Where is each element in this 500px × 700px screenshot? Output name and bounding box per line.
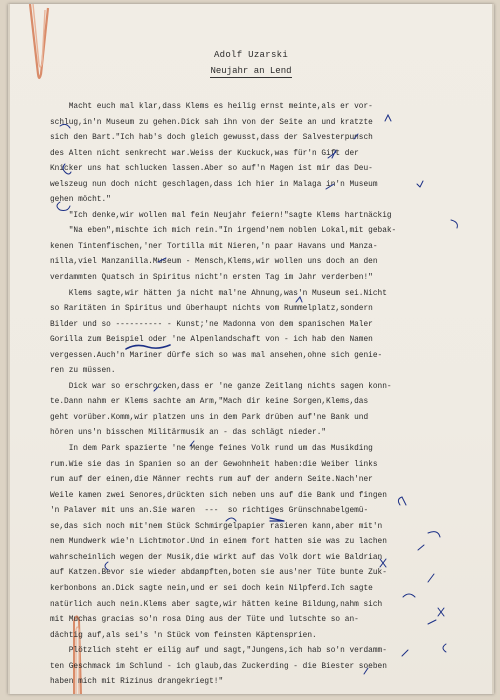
text-line: auf Katzen.Bevor sie wieder abdampften,boten sie aus'ner Tüte bunte Zuk- bbox=[50, 569, 387, 578]
text-line: rum.Wie sie das in Spanien so an der Gewohnheit haben:die Weiber links bbox=[50, 460, 378, 469]
text-line: geht vorüber.Komm,wir platzen uns in dem Park drüben auf'ne Bank und bbox=[50, 413, 369, 422]
text-line: te.Dann nahm er Klems sachte am Arm,"Mach dir keine Sorgen,Klems,das bbox=[50, 398, 369, 407]
text-line: 'n Palaver mit uns an.Sie waren --- so richtiges Grünschnabelgemü- bbox=[50, 507, 369, 516]
text-line: In dem Park spazierte 'ne Menge feines Volk rund um das Musikding bbox=[50, 445, 373, 454]
text-line: verdammten Quatsch in Spiritus nicht'n ersten Tag im Jahr verderben!" bbox=[50, 274, 373, 283]
text-line: Klems sagte,wir hätten ja nicht mal'ne Ahnung,was'n Museum sei.Nicht bbox=[50, 289, 387, 298]
author-name: Adolf Uzarski bbox=[213, 50, 289, 60]
story-title-text: Neujahr an Lend bbox=[210, 66, 292, 76]
text-line: natürlich auch nein.Klems aber sagte,wir hätten keine Bildung,nahm sich bbox=[50, 600, 383, 609]
text-line: welszeug nun doch nicht geschlagen,dass ich hier in Malaga in'n Museum bbox=[50, 180, 378, 189]
text-line: se,das sich noch mit'nem Stück Schmirgelpapier rasieren kann,aber mit'n bbox=[50, 522, 383, 531]
story-title bbox=[8, 66, 494, 76]
text-line: kenen Tintenfischen,'ner Tortilla mit Nieren,'n paar Havans und Manza- bbox=[50, 242, 378, 251]
text-line: kerbonbons an.Dick sagte nein,und er sei doch kein Nilpferd.Ich sagte bbox=[50, 584, 373, 593]
text-line: Plötzlich steht er eilig auf und sagt,"Jungens,ich hab so'n verdamm- bbox=[50, 647, 387, 656]
text-line: vergessen.Auch'n Mariner dürfe sich so was mal ansehen,ohne sich genie- bbox=[50, 351, 383, 360]
text-line: ren zu müssen. bbox=[50, 367, 116, 376]
text-line: Bilder und so ---------- - Kunst;'ne Madonna von dem spanischen Maler bbox=[50, 320, 373, 329]
text-line: gehen möcht." bbox=[50, 196, 111, 205]
text-line: schlug,in'n Museum zu gehen.Dick sah ihn von der Seite an und kratzte bbox=[50, 118, 373, 127]
text-line: sich den Bart."Ich hab's doch gleich gewusst,dass der Salvesterpunsch bbox=[50, 134, 373, 143]
text-line: hören uns'n bisschen Militärmusik an - das schlägt nieder." bbox=[50, 429, 327, 438]
text-line: haben mich mit Rizinus drangekriegt!" bbox=[50, 678, 224, 687]
text-line: des Alten nicht senkrecht war.Weiss der Kuckuck,was für'n Gift der bbox=[50, 149, 359, 158]
text-line: ten Geschmack im Schlund - ich glaub,das Zuckerding - die Biester soeben bbox=[50, 662, 387, 671]
text-line: dächtig auf,als sei's 'n Stück vom feinsten Käptensprien. bbox=[50, 631, 317, 640]
page-edge-left bbox=[8, 4, 10, 694]
text-line: nilla,viel Manzanilla.Museum - Mensch,Klems,wir wollen uns doch an den bbox=[50, 258, 378, 267]
text-line: mit Muchas gracias so'n rosa Ding aus der Tüte und lutschte so an- bbox=[50, 616, 359, 625]
text-line: Knicker uns hat schlucken lassen.Aber so auf'n Magen ist mir das Deu- bbox=[50, 165, 373, 174]
text-line: nem Mundwerk wie'n Lichtmotor.Und in einem fort hatten sie was zu lachen bbox=[50, 538, 387, 547]
text-line: so Raritäten in Spiritus und überhaupt nichts vom Rummelplatz,sondern bbox=[50, 305, 373, 314]
text-line: Macht euch mal klar,dass Klems es heilig ernst meinte,als er vor- bbox=[50, 103, 373, 111]
body-text bbox=[50, 100, 482, 691]
text-line: wahrscheinlich wegen der Musik,die wirkt auf das Volk dort wie Baldrian bbox=[50, 553, 383, 562]
typewritten-page bbox=[8, 4, 494, 694]
text-line: Weile kamen zwei Senores,drückten sich neben uns auf die Bank und fingen bbox=[50, 491, 387, 500]
text-line: Gorilla zum Beispiel oder 'ne Alpenlandschaft von - ich hab den Namen bbox=[50, 336, 373, 345]
page-edge-right bbox=[492, 4, 494, 694]
text-line: "Na eben",mischte ich mich rein."In irgend'nem noblen Lokal,mit gebak- bbox=[50, 227, 397, 236]
text-line: rum auf der einen,die Männer rechts rum auf der andern Seite.Nach'ner bbox=[50, 476, 373, 485]
text-line: "Ich denke,wir wollen mal fein Neujahr feiern!"sagte Klems hartnäckig bbox=[50, 211, 392, 220]
text-line: Dick war so erschrocken,dass er 'ne ganze Zeitlang nichts sagen konn- bbox=[50, 382, 392, 391]
